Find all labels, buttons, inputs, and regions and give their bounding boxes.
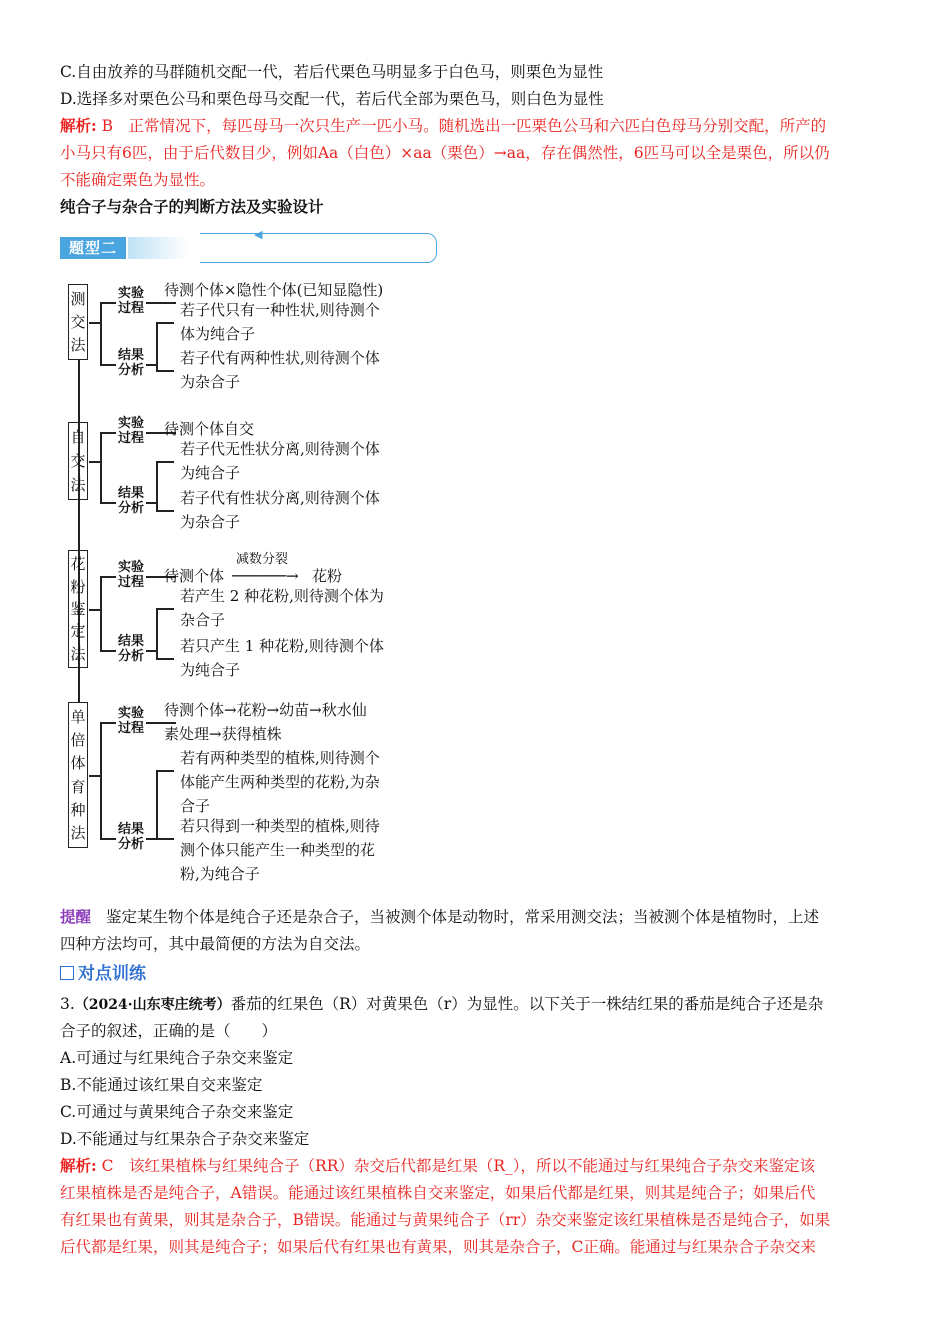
result-line	[146, 838, 156, 840]
label-line: 分析	[117, 649, 144, 664]
connector-line	[89, 461, 100, 463]
result-text: 若子代有性状分离,则待测个体	[180, 489, 380, 507]
connector-line	[89, 322, 100, 324]
trunk-line	[100, 576, 102, 650]
option-c: C.自由放养的马群随机交配一代，若后代栗色马明显多于白色马，则栗色为显性	[60, 63, 604, 81]
method-name-char: 交	[70, 312, 86, 331]
option-b: B.不能通过该红果自交来鉴定	[60, 1076, 263, 1094]
process-text: 待测个体→花粉→幼苗→秋水仙	[164, 701, 367, 719]
label-line: 过程	[117, 301, 144, 316]
method-name-char: 自	[70, 428, 86, 446]
label-line: 实验	[117, 560, 144, 575]
process-line	[146, 302, 176, 304]
result-text: 若子代只有一种性状,则待测个	[180, 301, 380, 319]
result-branch	[156, 658, 174, 660]
result-bracket	[156, 322, 158, 370]
process-arrow-icon: ──────→	[232, 567, 299, 585]
section-title: 纯合子与杂合子的判断方法及实验设计	[60, 198, 324, 216]
branch-line	[100, 302, 116, 304]
result-bracket	[156, 770, 158, 838]
method-name-char: 鉴	[70, 599, 86, 618]
method-name-char: 测	[70, 289, 86, 308]
method-box	[68, 702, 88, 848]
analysis-line-4: 后代都是红果，则其是纯合子；如果后代有红果也有黄果，则其是杂合子，C正确。能通过与红果杂合子杂交来	[60, 1238, 816, 1256]
training-title-text: 对点训练	[78, 964, 146, 984]
result-text: 测个体只能产生一种类型的花	[180, 841, 376, 859]
branch-line	[100, 502, 116, 504]
method-box	[68, 284, 88, 360]
result-branch	[156, 770, 174, 772]
reminder-label: 提醒	[60, 907, 92, 926]
result-bracket	[156, 461, 158, 510]
label-line: 结果	[117, 634, 144, 649]
process-text: 待测个体×隐性个体(已知显隐性)	[164, 281, 384, 299]
analysis-line-2: 小马只有6匹，由于后代数目少，例如Aa（白色）×aa（栗色）→aa，存在偶然性，6匹马可以全是栗色，所以仍	[60, 144, 830, 162]
analysis-text: C 该红果植株与红果纯合子（RR）杂交后代都是红果（R_），所以不能通过与红果纯合子杂交来鉴定该	[101, 1157, 816, 1175]
method-box	[68, 422, 88, 500]
label-line: 实验	[117, 706, 144, 721]
branch-line	[100, 432, 116, 434]
experiment-label	[116, 286, 146, 316]
process-text: 素处理→获得植株	[164, 725, 282, 743]
method-name-char: 种	[70, 800, 86, 819]
question-stem	[60, 994, 823, 1015]
process-text: 待测个体	[164, 567, 225, 585]
result-text: 粉,为纯合子	[180, 865, 260, 883]
method-name-char: 单	[70, 707, 86, 726]
trunk-line	[100, 722, 102, 838]
result-branch	[156, 510, 174, 512]
analysis-paragraph	[60, 116, 826, 136]
method-name-char: 定	[70, 622, 86, 641]
result-text: 为纯合子	[180, 464, 241, 482]
branch-line	[100, 650, 116, 652]
reminder-text: 鉴定某生物个体是纯合子还是杂合子，当被测个体是动物时，常采用测交法；当被测个体是植物时，上述	[105, 908, 819, 926]
method-name-char: 法	[70, 644, 86, 663]
analysis-text: B 正常情况下，每匹母马一次只生产一匹小马。随机选出一匹栗色公马和六匹白色母马分别交配，所产的	[101, 117, 827, 135]
experiment-label	[116, 706, 146, 736]
method-name-char: 法	[70, 476, 86, 494]
result-text: 若子代无性状分离,则待测个体	[180, 440, 380, 458]
process-text: 花粉	[312, 567, 343, 585]
banner-frame	[200, 233, 437, 263]
analysis-paragraph	[60, 1156, 815, 1176]
option-d: D.不能通过与红果杂合子杂交来鉴定	[60, 1130, 310, 1148]
result-text: 若产生 2 种花粉,则待测个体为	[180, 587, 384, 605]
result-text: 若子代有两种性状,则待测个体	[180, 349, 380, 367]
label-line: 实验	[117, 416, 144, 431]
method-name-char: 法	[70, 824, 86, 843]
result-label	[116, 486, 146, 516]
result-text: 为纯合子	[180, 661, 241, 679]
method-name-char: 交	[70, 452, 86, 470]
branch-line	[100, 722, 116, 724]
result-branch	[156, 608, 174, 610]
checkbox-icon	[60, 966, 74, 980]
label-line: 结果	[117, 822, 144, 837]
banner-gradient	[128, 237, 188, 259]
option-d: D.选择多对栗色公马和栗色母马交配一代，若后代全部为栗色马，则白色为显性	[60, 90, 604, 108]
result-branch	[156, 838, 174, 840]
result-branch	[156, 370, 174, 372]
label-line: 分析	[117, 363, 144, 378]
method-diagram	[60, 272, 440, 902]
result-label	[116, 822, 146, 852]
label-line: 过程	[117, 431, 144, 446]
result-branch	[156, 322, 174, 324]
trunk-line	[100, 432, 102, 502]
question-number: 3.	[60, 995, 75, 1013]
method-name-char: 倍	[70, 730, 86, 749]
result-branch	[156, 461, 174, 463]
analysis-line-3: 不能确定栗色为显性。	[60, 171, 216, 189]
result-text: 合子	[180, 797, 211, 815]
method-name-char: 花	[70, 555, 86, 574]
method-box	[68, 550, 88, 668]
result-text: 若只产生 1 种花粉,则待测个体	[180, 637, 384, 655]
trunk-line	[100, 302, 102, 364]
result-text: 杂合子	[180, 611, 226, 629]
result-bracket	[156, 608, 158, 658]
banner-label: 题型二	[60, 237, 126, 259]
question-stem-line-2: 合子的叙述，正确的是（ ）	[60, 1022, 278, 1040]
experiment-label	[116, 416, 146, 446]
reminder-line-2: 四种方法均可，其中最简便的方法为自交法。	[60, 935, 371, 953]
branch-line	[100, 576, 116, 578]
label-line: 过程	[117, 721, 144, 736]
label-line: 实验	[117, 286, 144, 301]
label-line: 结果	[117, 348, 144, 363]
branch-line	[100, 838, 116, 840]
reminder-paragraph	[60, 907, 819, 927]
option-a: A.可通过与红果纯合子杂交来鉴定	[60, 1049, 294, 1067]
banner-arrow-icon: ◀	[254, 228, 263, 241]
result-text: 体为纯合子	[180, 325, 256, 343]
result-label	[116, 348, 146, 378]
branch-line	[100, 364, 116, 366]
analysis-label: 解析:	[60, 116, 97, 135]
connector-line	[89, 609, 100, 611]
result-line	[146, 650, 156, 652]
result-text: 为杂合子	[180, 513, 241, 531]
result-text: 为杂合子	[180, 373, 241, 391]
process-arrow-label: 减数分裂	[236, 552, 289, 567]
experiment-label	[116, 560, 146, 590]
result-text: 若只得到一种类型的植株,则待	[180, 817, 380, 835]
connector-line	[89, 775, 100, 777]
label-line: 分析	[117, 501, 144, 516]
method-name-char: 育	[70, 777, 86, 796]
result-line	[146, 364, 156, 366]
result-label	[116, 634, 146, 664]
method-name-char: 法	[70, 336, 86, 355]
analysis-line-2: 红果植株是否是纯合子，A错误。能通过该红果植株自交来鉴定，如果后代都是红果，则其是纯合子；如果后代	[60, 1184, 816, 1202]
method-name-char: 粉	[70, 577, 86, 596]
analysis-line-3: 有红果也有黄果，则其是杂合子，B错误。能通过与黄果纯合子（rr）杂交来鉴定该红果植株是否是纯合子，如果	[60, 1211, 831, 1229]
process-text: 待测个体自交	[164, 420, 255, 438]
result-text: 若有两种类型的植株,则待测个	[180, 749, 380, 767]
label-line: 结果	[117, 486, 144, 501]
option-c: C.可通过与黄果纯合子杂交来鉴定	[60, 1103, 294, 1121]
result-line	[146, 502, 156, 504]
label-line: 分析	[117, 837, 144, 852]
question-type-banner	[60, 228, 438, 263]
method-name-char: 体	[70, 754, 86, 773]
result-text: 体能产生两种类型的花粉,为杂	[180, 773, 380, 791]
question-source: （2024·山东枣庄统考）	[74, 997, 231, 1013]
question-stem-text: 番茄的红果色（R）对黄果色（r）为显性。以下关于一株结红果的番茄是纯合子还是杂	[230, 995, 824, 1013]
analysis-label: 解析:	[60, 1156, 97, 1175]
training-title	[60, 964, 146, 984]
label-line: 过程	[117, 575, 144, 590]
